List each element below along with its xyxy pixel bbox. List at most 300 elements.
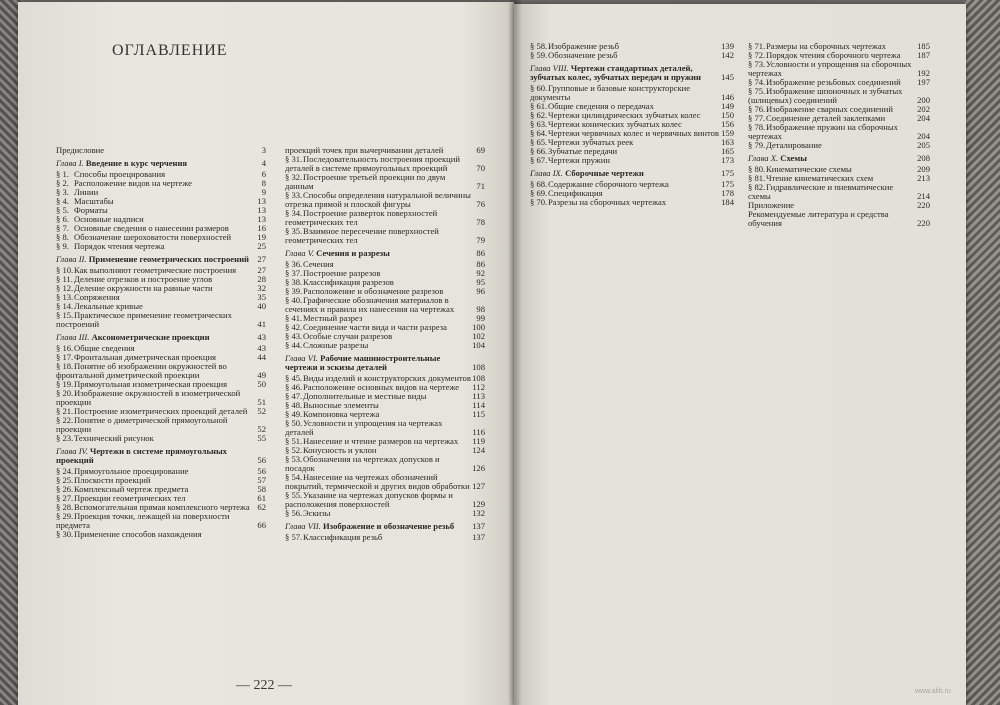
toc-entry (530, 198, 734, 207)
section-number: § 1. (56, 169, 69, 179)
entry-page-number: 13 (257, 196, 266, 206)
section-number: § 61. (530, 101, 548, 111)
entry-page-number: 102 (472, 331, 485, 341)
section-number: § 56. (285, 508, 303, 518)
entry-page-number: 16 (257, 223, 266, 233)
entry-page-number: 220 (917, 200, 930, 210)
entry-page-number: 137 (472, 521, 485, 531)
section-number: § 40. (285, 295, 303, 305)
section-number: § 15. (56, 310, 74, 320)
entry-title: Разрезы на сборочных чертежах (548, 197, 667, 207)
section-number: § 8. (56, 232, 69, 242)
entry-title: Построение третьей проекции по двум данным (285, 172, 446, 191)
toc-chapter (748, 154, 930, 163)
entry-page-number: 56 (257, 455, 266, 465)
entry-title: Комплексный чертеж предмета (74, 484, 189, 494)
entry-title: Гидравлические и пневматические схемы (748, 182, 894, 201)
entry-page-number: 175 (721, 168, 734, 178)
entry-page-number: 159 (721, 128, 734, 138)
section-number: § 67. (530, 155, 548, 165)
section-number: § 65. (530, 137, 548, 147)
chapter-prefix: Глава IV. (56, 446, 88, 456)
entry-title: Соединение части вида и части разреза (303, 322, 447, 332)
entry-page-number: 55 (257, 433, 266, 443)
entry-page-number: 150 (721, 110, 734, 120)
entry-page-number: 204 (917, 131, 930, 141)
chapter-title: Рабочие машиностроительные чертежи и эскизы деталей (285, 353, 441, 372)
entry-title: Расположение основных видов на чертеже (303, 382, 460, 392)
chapter-title: Применение геометрических построений (88, 254, 249, 264)
entry-page-number: 100 (472, 322, 485, 332)
entry-title: Деление окружности на равные части (74, 283, 213, 293)
entry-title: Построение изометрических проекций деталей (74, 406, 248, 416)
entry-page-number: 178 (721, 188, 734, 198)
entry-page-number: 214 (917, 191, 930, 201)
section-number: § 39. (285, 286, 303, 296)
section-number: § 31. (285, 154, 303, 164)
entry-page-number: 69 (476, 145, 485, 155)
entry-page-number: 149 (721, 101, 734, 111)
entry-title: Приложение (748, 200, 795, 210)
toc-entry (56, 362, 266, 380)
section-number: § 78. (748, 122, 766, 132)
entry-title: Взаимное пересечение поверхностей геометрических тел (285, 226, 439, 245)
entry-title: Выносные элементы (303, 400, 379, 410)
entry-page-number: 139 (721, 41, 734, 51)
entry-page-number: 209 (917, 164, 930, 174)
entry-title: Проекция точки, лежащей на поверхности предмета (56, 511, 230, 530)
section-number: § 24. (56, 466, 74, 476)
entry-title: Чертежи пружин (548, 155, 610, 165)
toc-entry (530, 156, 734, 165)
entry-page-number: 187 (917, 50, 930, 60)
entry-title: Сопряжения (74, 292, 120, 302)
entry-page-number: 86 (476, 259, 485, 269)
entry-title: Способы определения натуральной величины отрезка прямой и плоской фигуры (285, 190, 471, 209)
entry-page-number: 98 (476, 304, 485, 314)
entry-title: Спецификация (548, 188, 603, 198)
entry-page-number: 99 (476, 313, 485, 323)
section-number: § 69. (530, 188, 548, 198)
entry-title: Прямоугольное проецирование (74, 466, 189, 476)
entry-page-number: 173 (721, 155, 734, 165)
entry-page-number: 43 (257, 332, 266, 342)
toc-column-1 (56, 146, 266, 539)
toc-entry (285, 341, 485, 350)
entry-page-number: 184 (721, 197, 734, 207)
entry-page-number: 165 (721, 146, 734, 156)
entry-page-number: 76 (476, 199, 485, 209)
toc-entry (285, 455, 485, 473)
entry-title: Применение способов нахождения (74, 529, 202, 539)
section-number: § 37. (285, 268, 303, 278)
entry-page-number: 114 (472, 400, 485, 410)
entry-page-number: 208 (917, 153, 930, 163)
section-number: § 41. (285, 313, 303, 323)
entry-page-number: 32 (257, 283, 266, 293)
entry-title: Деление отрезков и построение углов (74, 274, 213, 284)
entry-page-number: 51 (257, 397, 266, 407)
chapter-title: Аксонометрические проекции (91, 332, 210, 342)
chapter-prefix: Глава V. (285, 248, 314, 258)
section-number: § 16. (56, 343, 74, 353)
section-number: § 60. (530, 83, 548, 93)
toc-entry (56, 389, 266, 407)
section-number: § 57. (285, 532, 303, 542)
entry-page-number: 35 (257, 292, 266, 302)
toc-entry (56, 434, 266, 443)
toc-entry (285, 173, 485, 191)
toc-entry (285, 191, 485, 209)
entry-page-number: 43 (257, 343, 266, 353)
section-number: § 32. (285, 172, 303, 182)
watermark: www.alib.ru (915, 688, 951, 695)
section-number: § 79. (748, 140, 766, 150)
section-number: § 10. (56, 265, 74, 275)
entry-title: Прямоугольная изометрическая проекция (74, 379, 228, 389)
entry-title: Основные надписи (74, 214, 144, 224)
section-number: § 73. (748, 59, 766, 69)
chapter-prefix: Глава I. (56, 158, 84, 168)
entry-page-number: 19 (257, 232, 266, 242)
entry-title: Чертежи зубчатых реек (548, 137, 634, 147)
entry-title: Классификация разрезов (303, 277, 394, 287)
section-number: § 45. (285, 373, 303, 383)
entry-title: Практическое применение геометрических построений (56, 310, 232, 329)
entry-page-number: 197 (917, 77, 930, 87)
section-number: § 34. (285, 208, 303, 218)
entry-page-number: 52 (257, 406, 266, 416)
entry-title: Нанесение и чтение размеров на чертежах (303, 436, 459, 446)
entry-page-number: 112 (472, 382, 485, 392)
section-number: § 28. (56, 502, 74, 512)
entry-title: Нанесение на чертежах обозначений покрытий, термической и других видов обработки (285, 472, 470, 491)
section-number: § 3. (56, 187, 69, 197)
section-number: § 81. (748, 173, 766, 183)
entry-title: Порядок чтения чертежа (74, 241, 165, 251)
entry-page-number: 70 (476, 163, 485, 173)
toc-entry (748, 60, 930, 78)
entry-title: Общие сведения о передачах (548, 101, 654, 111)
entry-title: Групповые и базовые конструкторские документы (530, 83, 691, 102)
entry-page-number: 127 (472, 481, 485, 491)
entry-page-number: 27 (257, 254, 266, 264)
section-number: § 17. (56, 352, 74, 362)
entry-title: Условности и упрощения на сборочных чертежах (748, 59, 912, 78)
section-number: § 7. (56, 223, 69, 233)
toc-entry (285, 419, 485, 437)
section-number: § 6. (56, 214, 69, 224)
toc-chapter (56, 333, 266, 342)
page-title: ОГЛАВЛЕНИЕ (112, 42, 228, 59)
entry-title: Понятие об изображении окружностей во фронтальной диметрической проекции (56, 361, 227, 380)
chapter-title: Схемы (780, 153, 807, 163)
entry-page-number: 61 (257, 493, 266, 503)
entry-page-number: 126 (472, 463, 485, 473)
entry-title: Лекальные кривые (74, 301, 143, 311)
section-number: § 51. (285, 436, 303, 446)
entry-title: Масштабы (74, 196, 114, 206)
entry-page-number: 95 (476, 277, 485, 287)
entry-page-number: 108 (472, 362, 485, 372)
toc-chapter (530, 169, 734, 178)
entry-page-number: 113 (472, 391, 485, 401)
toc-entry (748, 141, 930, 150)
entry-title: Обозначение шероховатости поверхностей (74, 232, 232, 242)
entry-page-number: 119 (472, 436, 485, 446)
section-number: § 47. (285, 391, 303, 401)
toc-entry (56, 311, 266, 329)
entry-page-number: 192 (917, 68, 930, 78)
page-number: — 222 — (236, 678, 292, 693)
entry-page-number: 200 (917, 95, 930, 105)
entry-page-number: 185 (917, 41, 930, 51)
section-number: § 35. (285, 226, 303, 236)
section-number: § 25. (56, 475, 74, 485)
section-number: § 43. (285, 331, 303, 341)
entry-page-number: 79 (476, 235, 485, 245)
section-number: § 63. (530, 119, 548, 129)
entry-title: Конусность и уклон (303, 445, 377, 455)
toc-entry (56, 242, 266, 251)
entry-title: Эскизы (303, 508, 331, 518)
toc-entry (56, 530, 266, 539)
chapter-title: Чертежи в системе прямоугольных проекций (56, 446, 227, 465)
entry-title: Линии (74, 187, 99, 197)
chapter-prefix: Глава VI. (285, 353, 318, 363)
entry-page-number: 28 (257, 274, 266, 284)
section-number: § 4. (56, 196, 69, 206)
entry-title: Размеры на сборочных чертежах (766, 41, 886, 51)
entry-page-number: 66 (257, 520, 266, 530)
entry-page-number: 56 (257, 466, 266, 476)
section-number: § 82. (748, 182, 766, 192)
section-number: § 5. (56, 205, 69, 215)
section-number: § 75. (748, 86, 766, 96)
entry-page-number: 3 (261, 145, 266, 155)
entry-page-number: 78 (476, 217, 485, 227)
entry-title: Способы проецирования (74, 169, 166, 179)
section-number: § 2. (56, 178, 69, 188)
entry-title: Компоновка чертежа (303, 409, 380, 419)
toc-entry (285, 473, 485, 491)
section-number: § 27. (56, 493, 74, 503)
entry-title: Чертежи конических зубчатых колес (548, 119, 682, 129)
section-number: § 18. (56, 361, 74, 371)
entry-title: Изображение шпоночных и зубчатых (шлицевых) соединений (748, 86, 903, 105)
entry-title: Обозначение резьб (548, 50, 618, 60)
section-number: § 54. (285, 472, 303, 482)
section-number: § 80. (748, 164, 766, 174)
entry-page-number: 71 (476, 181, 485, 191)
toc-column-2 (285, 146, 485, 542)
entry-page-number: 25 (257, 241, 266, 251)
chapter-title: Сборочные чертежи (565, 168, 644, 178)
section-number: § 64. (530, 128, 548, 138)
entry-page-number: 49 (257, 370, 266, 380)
section-number: § 30. (56, 529, 74, 539)
entry-title: Изображение сварных соединений (766, 104, 893, 114)
entry-title: Построение разверток поверхностей геометрических тел (285, 208, 438, 227)
toc-chapter (530, 64, 734, 82)
entry-page-number: 27 (257, 265, 266, 275)
toc-entry (285, 491, 485, 509)
entry-page-number: 58 (257, 484, 266, 494)
entry-title: Зубчатые передачи (548, 146, 618, 156)
toc-entry (530, 51, 734, 60)
entry-page-number: 175 (721, 179, 734, 189)
entry-title: Предисловие (56, 145, 105, 155)
section-number: § 59. (530, 50, 548, 60)
entry-page-number: 41 (257, 319, 266, 329)
entry-title: Местный разрез (303, 313, 363, 323)
toc-entry (748, 210, 930, 228)
section-number: § 29. (56, 511, 74, 521)
section-number: § 58. (530, 41, 548, 51)
toc-entry (56, 146, 266, 155)
section-number: § 33. (285, 190, 303, 200)
section-number: § 9. (56, 241, 69, 251)
entry-title: Форматы (74, 205, 108, 215)
entry-page-number: 8 (261, 178, 266, 188)
section-number: § 50. (285, 418, 303, 428)
entry-title: проекций точек при вычерчивании деталей (285, 145, 444, 155)
entry-title: Технический рисунок (74, 433, 154, 443)
entry-page-number: 13 (257, 205, 266, 215)
entry-page-number: 96 (476, 286, 485, 296)
toc-entry (748, 183, 930, 201)
entry-title: Изображение окружностей в изометрической проекции (56, 388, 241, 407)
section-number: § 66. (530, 146, 548, 156)
entry-page-number: 205 (917, 140, 930, 150)
section-number: § 13. (56, 292, 74, 302)
toc-chapter (56, 159, 266, 168)
entry-page-number: 145 (721, 72, 734, 82)
entry-page-number: 204 (917, 113, 930, 123)
entry-title: Изображение резьб (548, 41, 620, 51)
entry-page-number: 4 (261, 158, 266, 168)
section-number: § 52. (285, 445, 303, 455)
section-number: § 20. (56, 388, 74, 398)
entry-page-number: 9 (261, 187, 266, 197)
section-number: § 19. (56, 379, 74, 389)
entry-title: Плоскости проекций (74, 475, 151, 485)
entry-title: Понятие о диметрической прямоугольной проекции (56, 415, 228, 434)
entry-title: Вспомогательная прямая комплексного чертежа (74, 502, 250, 512)
entry-title: Деталирование (766, 140, 822, 150)
entry-page-number: 6 (261, 169, 266, 179)
toc-entry (56, 512, 266, 530)
entry-page-number: 92 (476, 268, 485, 278)
section-number: § 22. (56, 415, 74, 425)
entry-title: Соединение деталей заклепками (766, 113, 886, 123)
section-number: § 77. (748, 113, 766, 123)
toc-chapter (285, 522, 485, 531)
section-number: § 68. (530, 179, 548, 189)
entry-title: Общие сведения (74, 343, 135, 353)
section-number: § 72. (748, 50, 766, 60)
entry-title: Расположение и обозначение разрезов (303, 286, 444, 296)
toc-entry (748, 123, 930, 141)
entry-title: Построение разрезов (303, 268, 381, 278)
entry-page-number: 50 (257, 379, 266, 389)
section-number: § 26. (56, 484, 74, 494)
chapter-prefix: Глава VIII. (530, 63, 569, 73)
entry-title: Обозначения на чертежах допусков и посадок (285, 454, 440, 473)
section-number: § 53. (285, 454, 303, 464)
toc-entry (530, 84, 734, 102)
entry-title: Сложные разрезы (303, 340, 369, 350)
toc-chapter (285, 249, 485, 258)
section-number: § 46. (285, 382, 303, 392)
chapter-title: Изображение и обозначение резьб (322, 521, 455, 531)
entry-title: Расположение видов на чертеже (74, 178, 192, 188)
toc-entry (285, 296, 485, 314)
entry-title: Изображение резьбовых соединений (766, 77, 901, 87)
entry-page-number: 108 (472, 373, 485, 383)
toc-entry (748, 87, 930, 105)
entry-page-number: 13 (257, 214, 266, 224)
entry-title: Особые случаи разрезов (303, 331, 393, 341)
section-number: § 70. (530, 197, 548, 207)
entry-page-number: 220 (917, 218, 930, 228)
section-number: § 38. (285, 277, 303, 287)
section-number: § 74. (748, 77, 766, 87)
entry-title: Графические обозначения материалов в сечениях и правила их нанесения на чертежах (285, 295, 455, 314)
chapter-prefix: Глава X. (748, 153, 779, 163)
entry-page-number: 137 (472, 532, 485, 542)
entry-title: Условности и упрощения на чертежах деталей (285, 418, 443, 437)
entry-title: Указание на чертежах допусков формы и расположения поверхностей (285, 490, 453, 509)
entry-page-number: 62 (257, 502, 266, 512)
entry-page-number: 104 (472, 340, 485, 350)
entry-title: Кинематические схемы (766, 164, 852, 174)
entry-page-number: 156 (721, 119, 734, 129)
entry-title: Фронтальная диметрическая проекция (74, 352, 216, 362)
entry-page-number: 40 (257, 301, 266, 311)
section-number: § 23. (56, 433, 74, 443)
entry-page-number: 129 (472, 499, 485, 509)
section-number: § 36. (285, 259, 303, 269)
entry-page-number: 146 (721, 92, 734, 102)
entry-title: Последовательность построения проекций деталей в системе прямоугольных проекций (285, 154, 460, 173)
toc-entry (285, 155, 485, 173)
entry-page-number: 124 (472, 445, 485, 455)
toc-column-3 (530, 42, 734, 207)
entry-page-number: 116 (472, 427, 485, 437)
entry-page-number: 44 (257, 352, 266, 362)
chapter-prefix: Глава II. (56, 254, 87, 264)
toc-entry (285, 227, 485, 245)
entry-page-number: 202 (917, 104, 930, 114)
entry-page-number: 132 (472, 508, 485, 518)
entry-title: Изображение пружин на сборочных чертежах (748, 122, 898, 141)
toc-column-4 (748, 42, 930, 228)
section-number: § 42. (285, 322, 303, 332)
chapter-prefix: Глава IX. (530, 168, 563, 178)
section-number: § 12. (56, 283, 74, 293)
chapter-title: Введение в курс черчения (85, 158, 188, 168)
entry-page-number: 57 (257, 475, 266, 485)
section-number: § 55. (285, 490, 303, 500)
toc-chapter (56, 255, 266, 264)
section-number: § 62. (530, 110, 548, 120)
entry-title: Проекции геометрических тел (74, 493, 186, 503)
entry-title: Чертежи цилиндрических зубчатых колес (548, 110, 701, 120)
toc-entry (285, 209, 485, 227)
background-right (965, 0, 1000, 705)
chapter-title: Чертежи стандартных деталей, зубчатых колес, зубчатых передач и пружин (530, 63, 701, 82)
